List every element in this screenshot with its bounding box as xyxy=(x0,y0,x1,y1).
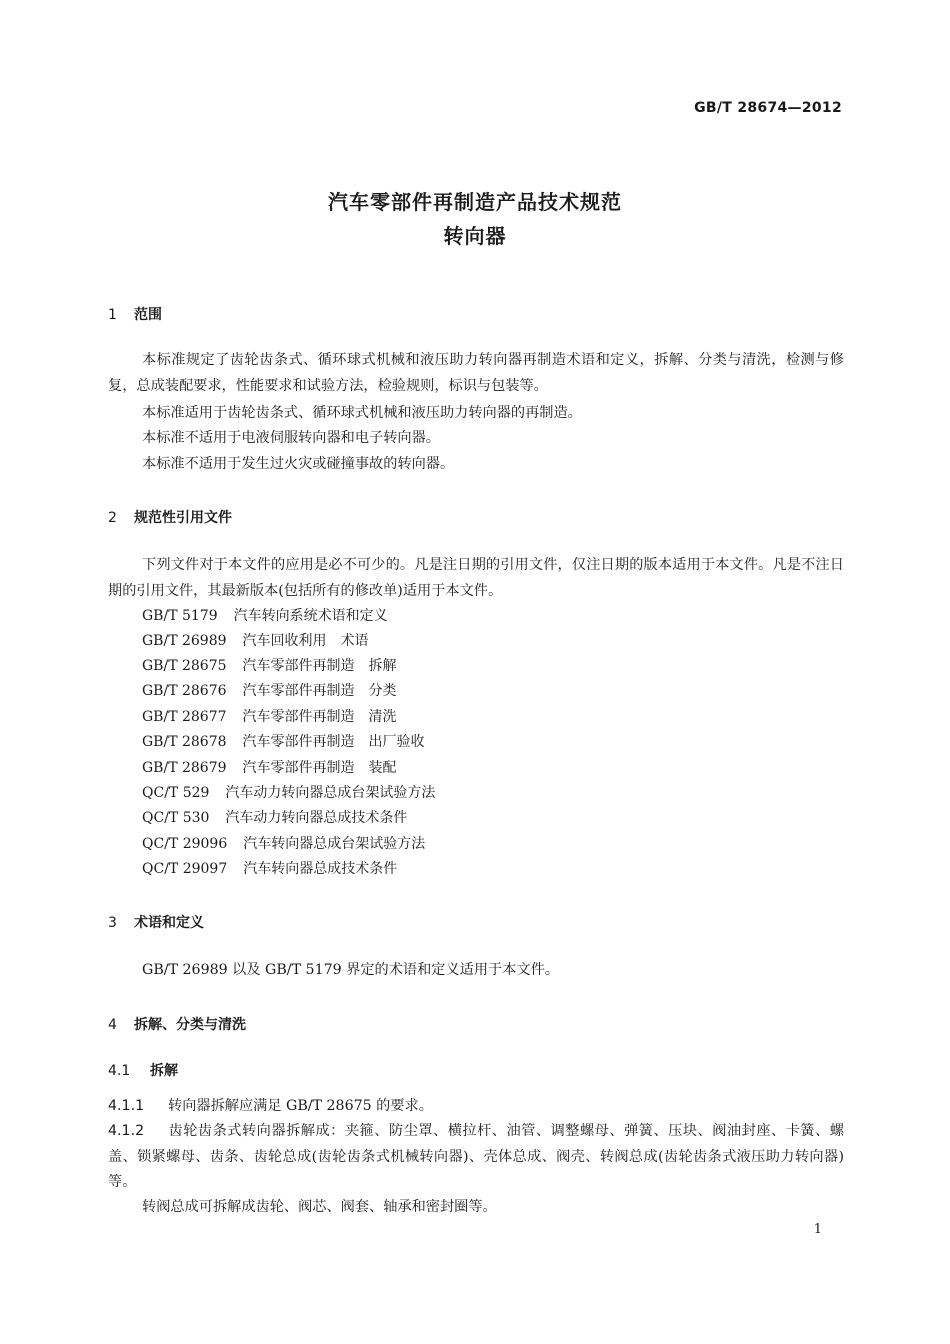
reference-item xyxy=(142,783,435,803)
section-number: 4 xyxy=(108,1017,117,1033)
document-title: 汽车零部件再制造产品技术规范 xyxy=(328,190,622,214)
reference-code: GB/T 28679 xyxy=(142,760,227,776)
section-title: 范围 xyxy=(134,307,162,323)
document-subtitle: 转向器 xyxy=(443,224,507,248)
paragraph: 本标准不适用于电液伺服转向器和电子转向器。 xyxy=(142,430,440,446)
reference-code: QC/T 29097 xyxy=(142,861,228,877)
reference-code: GB/T 28676 xyxy=(142,683,227,699)
reference-code: GB/T 28677 xyxy=(142,709,227,725)
section-title: 拆解、分类与清洗 xyxy=(134,1017,246,1033)
subsection-4-1-heading xyxy=(108,1060,178,1080)
standard-number: GB/T 28674—2012 xyxy=(694,100,842,116)
reference-name: 汽车零部件再制造 拆解 xyxy=(242,658,397,674)
paragraph: 本标准适用于齿轮齿条式、循环球式机械和液压助力转向器的再制造。 xyxy=(142,405,582,421)
reference-code: QC/T 530 xyxy=(142,810,210,826)
reference-item xyxy=(142,656,397,676)
section-number: 1 xyxy=(108,307,117,323)
reference-code: QC/T 29096 xyxy=(142,836,228,852)
reference-item xyxy=(142,707,397,727)
section-2-heading xyxy=(108,507,232,527)
reference-name: 汽车转向器总成技术条件 xyxy=(243,861,398,877)
clause-number: 4.1.1 xyxy=(108,1098,145,1114)
reference-item xyxy=(142,732,425,752)
reference-item xyxy=(142,859,397,879)
clause-4-1-2 xyxy=(108,1119,844,1196)
reference-item xyxy=(142,758,397,778)
clause-number: 4.1.2 xyxy=(108,1123,145,1139)
reference-name: 汽车零部件再制造 装配 xyxy=(242,760,397,776)
reference-item xyxy=(142,808,407,828)
section-number: 2 xyxy=(108,510,117,526)
paragraph: 本标准不适用于发生过火灾或碰撞事故的转向器。 xyxy=(142,456,455,472)
reference-name: 汽车动力转向器总成台架试验方法 xyxy=(225,785,436,801)
reference-code: GB/T 28678 xyxy=(142,734,227,750)
paragraph: GB/T 26989 以及 GB/T 5179 界定的术语和定义适用于本文件。 xyxy=(142,962,559,978)
clause-text: 转向器拆解应满足 GB/T 28675 的要求。 xyxy=(168,1098,433,1114)
reference-item xyxy=(142,631,369,651)
subsection-title: 拆解 xyxy=(150,1063,178,1079)
section-title: 术语和定义 xyxy=(134,915,204,931)
paragraph: 下列文件对于本文件的应用是必不可少的。凡是注日期的引用文件，仅注日期的版本适用于本文件。凡是不注日期的引用文件，其最新版本(包括所有的修改单)适用于本文件。 xyxy=(108,557,844,599)
reference-name: 汽车转向系统术语和定义 xyxy=(233,608,388,624)
reference-name: 汽车零部件再制造 清洗 xyxy=(242,709,397,725)
clause-4-1-1 xyxy=(108,1094,844,1120)
reference-code: GB/T 5179 xyxy=(142,608,218,624)
reference-code: GB/T 26989 xyxy=(142,633,227,649)
reference-name: 汽车转向器总成台架试验方法 xyxy=(243,836,426,852)
reference-code: QC/T 529 xyxy=(142,785,210,801)
reference-name: 汽车零部件再制造 出厂验收 xyxy=(242,734,425,750)
reference-item xyxy=(142,834,425,854)
subsection-number: 4.1 xyxy=(108,1063,131,1079)
reference-name: 汽车回收利用 术语 xyxy=(242,633,369,649)
section-4-heading xyxy=(108,1014,246,1034)
reference-item xyxy=(142,606,388,626)
paragraph: 本标准规定了齿轮齿条式、循环球式机械和液压助力转向器再制造术语和定义，拆解、分类与清洗，检测与修复，总成装配要求，性能要求和试验方法，检验规则，标识与包装等。 xyxy=(108,352,844,394)
reference-name: 汽车动力转向器总成技术条件 xyxy=(225,810,408,826)
paragraph: 转阀总成可拆解成齿轮、阀芯、阀套、轴承和密封圈等。 xyxy=(142,1199,497,1215)
reference-item xyxy=(142,681,397,701)
section-1-heading xyxy=(108,304,162,324)
reference-code: GB/T 28675 xyxy=(142,658,227,674)
section-number: 3 xyxy=(108,915,117,931)
section-3-heading xyxy=(108,912,204,932)
clause-text: 齿轮齿条式转向器拆解成：夹箍、防尘罩、横拉杆、油管、调整螺母、弹簧、压块、阀油封座、卡簧、螺盖、锁紧螺母、齿条、齿轮总成(齿轮齿条式机械转向器)、壳体总成、阀壳、转阀总成(齿轮齿条式液压助力转向器)等。 xyxy=(108,1123,844,1190)
page-number: 1 xyxy=(813,1222,822,1237)
reference-name: 汽车零部件再制造 分类 xyxy=(242,683,397,699)
section-title: 规范性引用文件 xyxy=(134,510,232,526)
